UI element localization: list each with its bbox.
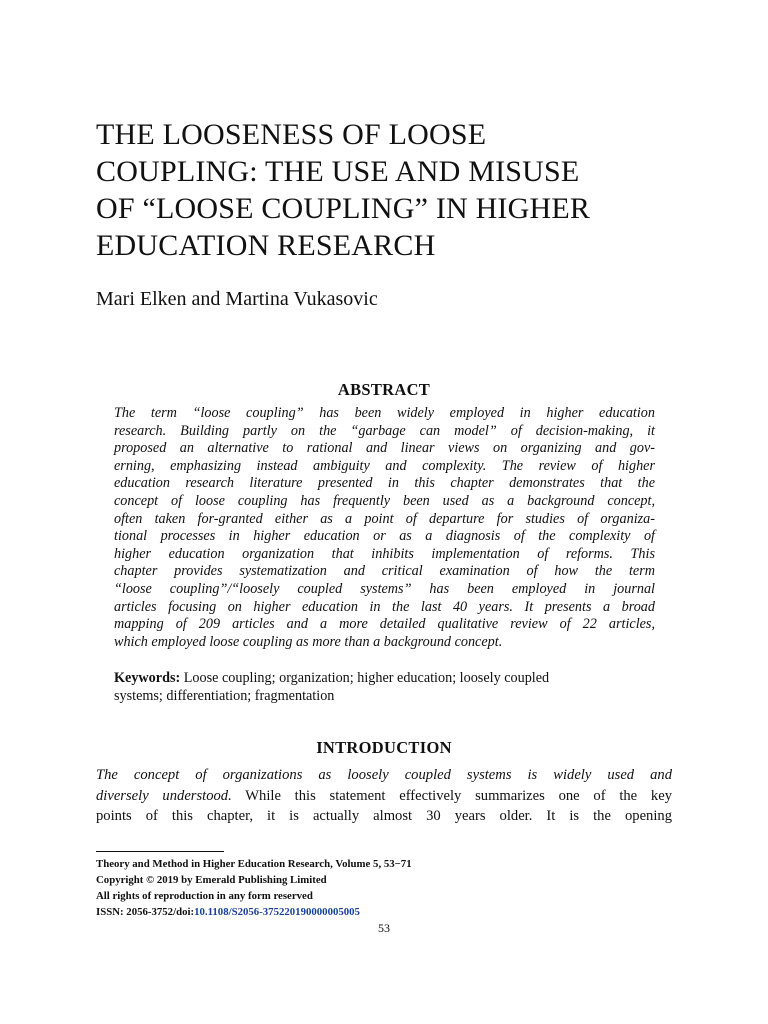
intro-italic-text: diversely understood. bbox=[96, 787, 232, 804]
chapter-title bbox=[96, 116, 696, 264]
keywords-list: Loose coupling; organization; higher education; loosely coupled bbox=[183, 670, 550, 686]
abstract-line: concept of loose coupling has frequently been used as a background concept, bbox=[114, 492, 655, 509]
intro-line: points of this chapter, it is actually almost 30 years older. It is the opening bbox=[96, 808, 672, 824]
abstract-line: “loose coupling”/“loosely coupled systems” has been employed in journal bbox=[114, 580, 655, 597]
abstract-line: chapter provides systematization and critical examination of how the term bbox=[114, 563, 655, 580]
chapter-title-line: THE LOOSENESS OF LOOSE bbox=[96, 118, 487, 151]
abstract-line: tional processes in higher education or as a diagnosis of the complexity of bbox=[114, 528, 655, 545]
abstract-body bbox=[114, 405, 655, 651]
keywords-line: systems; differentiation; fragmentation bbox=[114, 688, 335, 704]
intro-line bbox=[96, 786, 672, 807]
introduction-heading: INTRODUCTION bbox=[316, 738, 452, 757]
introduction-body bbox=[96, 765, 672, 827]
abstract-line: proposed an alternative to rational and linear views on organizing and gov- bbox=[114, 440, 655, 457]
abstract-line: which employed loose coupling as more than a background concept. bbox=[114, 633, 503, 650]
publication-footnote bbox=[96, 856, 672, 920]
keywords-block bbox=[114, 669, 655, 705]
abstract-line: education research literature presented in this chapter demonstrates that the bbox=[114, 475, 655, 492]
abstract-heading: ABSTRACT bbox=[337, 380, 431, 399]
footnote-rights-line: All rights of reproduction in any form reserved bbox=[96, 890, 313, 902]
footnote-issn-line bbox=[96, 904, 672, 920]
keywords-label: Keywords: bbox=[114, 670, 181, 686]
footnote-series-line: Theory and Method in Higher Education Research, Volume 5, 53−71 bbox=[96, 858, 412, 870]
page-number: 53 bbox=[378, 921, 390, 935]
abstract-line: research. Building partly on the “garbage can model” of decision-making, it bbox=[114, 422, 655, 439]
footnote-copyright-line: Copyright © 2019 by Emerald Publishing Limited bbox=[96, 874, 327, 886]
abstract-line: often taken for-granted either as a point of departure for studies of organiza- bbox=[114, 510, 655, 527]
chapter-title-line: COUPLING: THE USE AND MISUSE bbox=[96, 155, 580, 188]
keywords-line bbox=[114, 669, 655, 687]
intro-line bbox=[96, 765, 672, 786]
issn-text: ISSN: 2056-3752/doi: bbox=[96, 906, 195, 918]
chapter-title-line: EDUCATION RESEARCH bbox=[96, 229, 436, 262]
doi-link[interactable]: 10.1108/S2056-375220190000005005 bbox=[194, 906, 360, 918]
abstract-line: erning, emphasizing instead ambiguity and complexity. The review of higher bbox=[114, 457, 655, 474]
abstract-line: articles focusing on higher education in the last 40 years. It presents a broad bbox=[114, 598, 655, 615]
intro-text: While this statement effectively summarizes one of the key bbox=[231, 787, 672, 804]
abstract-line: higher education organization that inhibits implementation of reforms. This bbox=[114, 545, 655, 562]
abstract-line: The term “loose coupling” has been widely employed in higher education bbox=[114, 405, 655, 421]
intro-italic-text: The concept of organizations as loosely coupled systems is widely used and bbox=[96, 767, 672, 783]
author-names: Mari Elken and Martina Vukasovic bbox=[96, 288, 378, 310]
footnote-divider bbox=[96, 851, 224, 852]
abstract-line: mapping of 209 articles and a more detailed qualitative review of 22 articles, bbox=[114, 616, 655, 633]
chapter-title-line: OF “LOOSE COUPLING” IN HIGHER bbox=[96, 192, 591, 225]
